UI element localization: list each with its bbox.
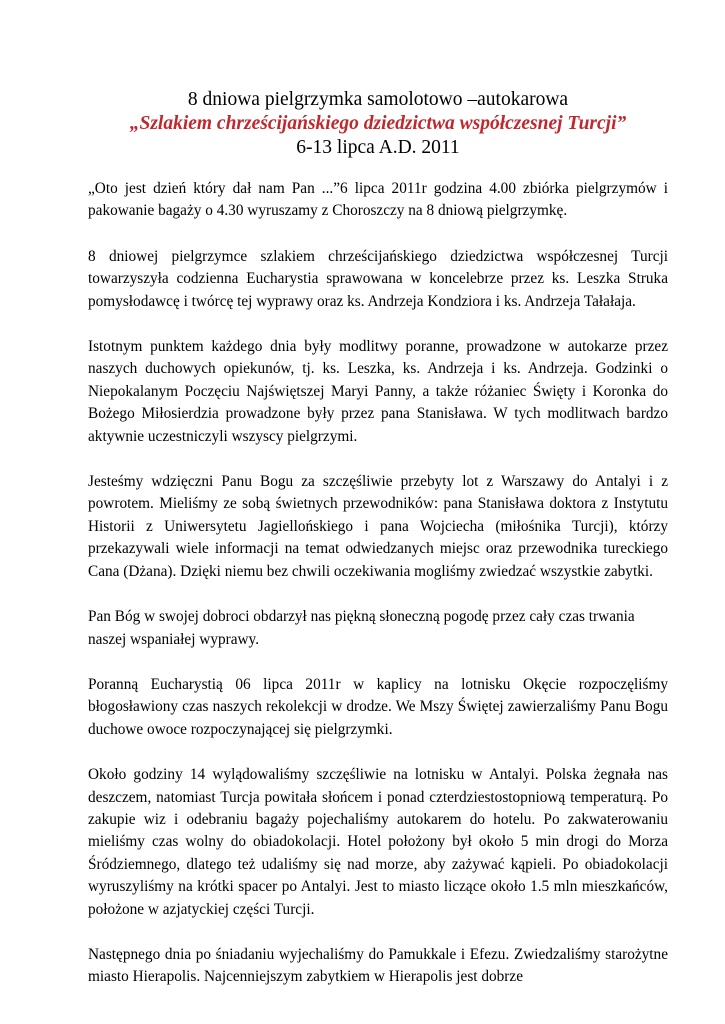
document-page	[88, 88, 668, 1012]
paragraph-1: „Oto jest dzień który dał nam Pan ...”6 lipca 2011r godzina 4.00 zbiórka pielgrzymów i pakowanie bagaży o 4.30 wyruszamy z Choroszczy na 8 dniową pielgrzymkę.	[88, 180, 668, 220]
title-line-3: 6-13 lipca A.D. 2011	[296, 137, 460, 158]
paragraph-8: Następnego dnia po śniadaniu wyjechaliśmy do Pamukkale i Efezu. Zwiedzaliśmy starożytne miasto Hierapolis. Najcenniejszym zabytkiem w Hierapolis jest dobrze	[88, 945, 668, 986]
paragraph-4: Jesteśmy wdzięczni Panu Bogu za szczęśliwie przebyty lot z Warszawy do Antalyi i z powrotem. Mieliśmy ze sobą świetnych przewodników: pana Stanisława doktora z Instytutu Historii z Uniwersytetu Jagiellońskiego i pana Wojciecha (miłośnika Turcji), którzy przekazywali wiele informacji na temat odwiedzanych miejsc oraz przewodnika tureckiego Cana (Dżana). Dzięki niemu bez chwili oczekiwania mogliśmy zwiedzać wszystkie zabytki.	[88, 473, 668, 580]
paragraph-2: 8 dniowej pielgrzymce szlakiem chrześcijańskiego dziedzictwa współczesnej Turcji towarzyszyła codzienna Eucharystia sprawowana w koncelebrze przez ks. Leszka Struka pomysłodawcę i twórcę tej wyprawy oraz ks. Andrzeja Kondziora i ks. Andrzeja Tałałaja.	[88, 247, 668, 310]
paragraph-7: Około godziny 14 wylądowaliśmy szczęśliwie na lotnisku w Antalyi. Polska żegnała nas deszczem, natomiast Turcja powitała słońcem i ponad czterdziestostopniową temperaturą. Po zakupie wiz i odebraniu bagaży pojechaliśmy autokarem do hotelu. Po zakwaterowaniu mieliśmy czas wolny do obiadokolacji. Hotel położony był około 5 min drogi do Morza Śródziemnego, dlatego też udaliśmy się nad morze, aby zażywać kąpieli. Po obiadokolacji wyruszyliśmy na krótki spacer po Antalyi. Jest to miasto liczące około 1.5 mln mieszkańców, położone w azjatyckiej części Turcji.	[88, 766, 668, 918]
paragraph-5: Pan Bóg w swojej dobroci obdarzył nas piękną słoneczną pogodę przez cały czas trwania naszej wspaniałej wyprawy.	[88, 608, 635, 648]
title-line-1: 8 dniowa pielgrzymka samolotowo –autokarowa	[187, 89, 569, 110]
title-line-2: „Szlakiem chrześcijańskiego dziedzictwa współczesnej Turcji”	[129, 113, 627, 134]
paragraph-6: Poranną Eucharystią 06 lipca 2011r w kaplicy na lotnisku Okęcie rozpoczęliśmy błogosławiony czas naszych rekolekcji w drodze. We Mszy Świętej zawierzaliśmy Panu Bogu duchowe owoce rozpoczynającej się pielgrzymki.	[88, 675, 668, 738]
paragraph-3: Istotnym punktem każdego dnia były modlitwy poranne, prowadzone w autokarze przez naszych duchowych opiekunów, tj. ks. Leszka, ks. Andrzeja i ks. Andrzeja. Godzinki o Niepokalanym Poczęciu Najświętszej Maryi Panny, a także różaniec Święty i Koronka do Bożego Miłosierdzia prowadzone były przez pana Stanisława. W tych modlitwach bardzo aktywnie uczestniczyli wszyscy pielgrzymi.	[88, 338, 668, 445]
title-block	[88, 88, 668, 160]
